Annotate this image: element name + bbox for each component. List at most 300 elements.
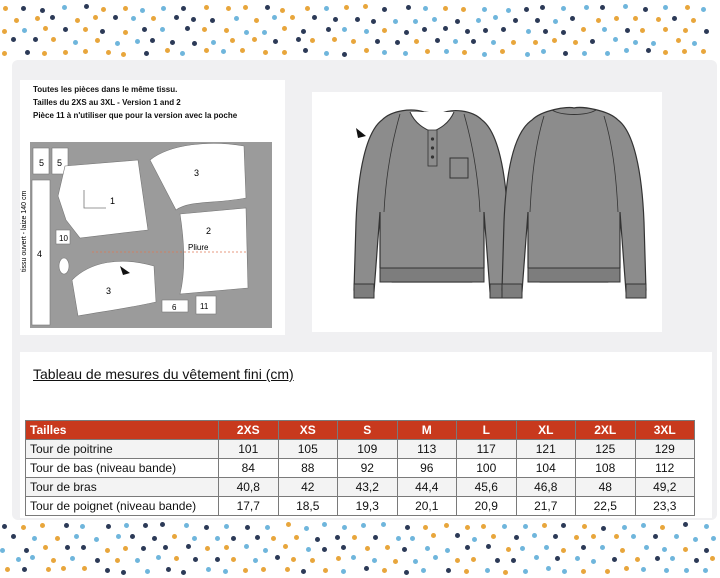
confetti-dot bbox=[215, 557, 220, 562]
confetti-dot bbox=[265, 525, 270, 530]
confetti-dot bbox=[63, 50, 68, 55]
header-cell-size: S bbox=[338, 421, 398, 440]
confetti-dot bbox=[372, 558, 377, 563]
confetti-dot bbox=[453, 39, 458, 44]
confetti-dot bbox=[493, 15, 498, 20]
confetti-dot bbox=[322, 522, 327, 527]
confetti-dot bbox=[542, 523, 547, 528]
confetti-dot bbox=[333, 17, 338, 22]
confetti-dot bbox=[123, 30, 128, 35]
table-cell: 42 bbox=[278, 478, 338, 497]
confetti-dot bbox=[100, 29, 105, 34]
confetti-dot bbox=[561, 523, 566, 528]
table-cell: 22,5 bbox=[576, 497, 636, 516]
table-cell: 40,8 bbox=[219, 478, 279, 497]
table-cell: 84 bbox=[219, 459, 279, 478]
confetti-dot bbox=[221, 49, 226, 54]
confetti-dot bbox=[710, 556, 715, 561]
confetti-dot bbox=[506, 8, 511, 13]
confetti-dot bbox=[244, 30, 249, 35]
confetti-dot bbox=[421, 568, 426, 573]
table-cell: 48 bbox=[576, 478, 636, 497]
confetti-dot bbox=[561, 6, 566, 11]
row-label: Tour de poignet (niveau bande) bbox=[26, 497, 219, 516]
confetti-dot bbox=[591, 534, 596, 539]
confetti-dot bbox=[282, 26, 287, 31]
table-cell: 121 bbox=[516, 440, 576, 459]
confetti-dot bbox=[272, 15, 277, 20]
confetti-dot bbox=[646, 48, 651, 53]
pointer-marker bbox=[356, 128, 366, 138]
confetti-dot bbox=[663, 5, 668, 10]
confetti-dot bbox=[622, 525, 627, 530]
confetti-dot bbox=[404, 570, 409, 575]
confetti-dot bbox=[402, 547, 407, 552]
piece-number-label: 4 bbox=[37, 249, 43, 259]
confetti-dot bbox=[471, 557, 476, 562]
confetti-dot bbox=[324, 6, 329, 11]
confetti-dot bbox=[82, 566, 87, 571]
confetti-dot bbox=[35, 16, 40, 21]
piece-number-label: 6 bbox=[172, 303, 177, 312]
confetti-dot bbox=[61, 566, 66, 571]
confetti-dot bbox=[500, 49, 505, 54]
header-cell-size: L bbox=[457, 421, 517, 440]
confetti-dot bbox=[303, 48, 308, 53]
confetti-dot bbox=[624, 48, 629, 53]
confetti-dot bbox=[573, 40, 578, 45]
table-cell: 19,3 bbox=[338, 497, 398, 516]
confetti-dot bbox=[143, 523, 148, 528]
table-cell: 43,2 bbox=[338, 478, 398, 497]
table-cell: 100 bbox=[457, 459, 517, 478]
confetti-band-top bbox=[0, 0, 720, 60]
confetti-dot bbox=[234, 16, 239, 21]
confetti-dot bbox=[22, 567, 27, 572]
confetti-dot bbox=[704, 29, 709, 34]
confetti-dot bbox=[243, 568, 248, 573]
confetti-dot bbox=[455, 558, 460, 563]
confetti-dot bbox=[631, 534, 636, 539]
table-cell: 20,9 bbox=[457, 497, 517, 516]
confetti-dot bbox=[612, 557, 617, 562]
confetti-dot bbox=[685, 5, 690, 10]
confetti-dot bbox=[283, 544, 288, 549]
confetti-dot bbox=[43, 545, 48, 550]
confetti-dot bbox=[674, 534, 679, 539]
confetti-dot bbox=[33, 37, 38, 42]
piece-number-label: 5 bbox=[57, 158, 63, 168]
confetti-dot bbox=[73, 40, 78, 45]
header-cell-size: XL bbox=[516, 421, 576, 440]
confetti-dot bbox=[262, 30, 267, 35]
confetti-dot bbox=[482, 52, 487, 57]
confetti-dot bbox=[596, 18, 601, 23]
confetti-dot bbox=[623, 4, 628, 9]
confetti-dot bbox=[562, 569, 567, 574]
confetti-dot bbox=[575, 556, 580, 561]
table-cell: 92 bbox=[338, 459, 398, 478]
sweater-flat-sketch bbox=[312, 92, 662, 332]
confetti-dot bbox=[294, 535, 299, 540]
confetti-dot bbox=[563, 51, 568, 56]
confetti-dot bbox=[263, 548, 268, 553]
confetti-dot bbox=[373, 535, 378, 540]
confetti-dot bbox=[351, 39, 356, 44]
table-cell: 45,6 bbox=[457, 478, 517, 497]
confetti-dot bbox=[462, 50, 467, 55]
confetti-dot bbox=[382, 50, 387, 55]
confetti-dot bbox=[514, 535, 519, 540]
confetti-dot bbox=[296, 37, 301, 42]
confetti-dot bbox=[382, 568, 387, 573]
confetti-dot bbox=[22, 28, 27, 33]
confetti-dot bbox=[24, 548, 29, 553]
confetti-dot bbox=[600, 5, 605, 10]
confetti-dot bbox=[625, 28, 630, 33]
confetti-dot bbox=[224, 545, 229, 550]
confetti-dot bbox=[541, 49, 546, 54]
confetti-dot bbox=[335, 535, 340, 540]
confetti-dot bbox=[664, 568, 669, 573]
confetti-dot bbox=[186, 544, 191, 549]
confetti-dot bbox=[382, 7, 387, 12]
confetti-dot bbox=[425, 546, 430, 551]
table-cell: 46,8 bbox=[516, 478, 576, 497]
confetti-dot bbox=[381, 522, 386, 527]
piece-number-label: 3 bbox=[106, 286, 112, 296]
confetti-dot bbox=[614, 16, 619, 21]
confetti-dot bbox=[670, 556, 675, 561]
confetti-dot bbox=[184, 523, 189, 528]
confetti-dot bbox=[336, 556, 341, 561]
confetti-dot bbox=[385, 545, 390, 550]
confetti-dot bbox=[290, 15, 295, 20]
confetti-dot bbox=[83, 27, 88, 32]
confetti-dot bbox=[204, 5, 209, 10]
confetti-dot bbox=[152, 536, 157, 541]
confetti-dot bbox=[683, 28, 688, 33]
confetti-dot bbox=[0, 548, 5, 553]
confetti-dot bbox=[481, 524, 486, 529]
confetti-dot bbox=[341, 545, 346, 550]
confetti-dot bbox=[301, 569, 306, 574]
confetti-dot bbox=[535, 18, 540, 23]
confetti-band-bottom bbox=[0, 518, 720, 578]
confetti-dot bbox=[3, 6, 8, 11]
confetti-dot bbox=[215, 536, 220, 541]
instruction-line: Tailles du 2XS au 3XL - Version 1 and 2 bbox=[33, 98, 181, 107]
sweater-back bbox=[502, 108, 646, 299]
confetti-dot bbox=[523, 524, 528, 529]
confetti-dot bbox=[544, 545, 549, 550]
confetti-dot bbox=[546, 566, 551, 571]
fabric-width-label: tissu ouvert - laize 140 cm bbox=[21, 190, 28, 272]
confetti-dot bbox=[701, 49, 706, 54]
confetti-dot bbox=[601, 526, 606, 531]
confetti-dot bbox=[121, 570, 126, 575]
confetti-dot bbox=[651, 41, 656, 46]
header-cell-size: M bbox=[397, 421, 457, 440]
piece-number-label: 1 bbox=[110, 196, 116, 206]
confetti-dot bbox=[633, 40, 638, 45]
confetti-dot bbox=[613, 37, 618, 42]
confetti-dot bbox=[641, 567, 646, 572]
confetti-dot bbox=[655, 556, 660, 561]
confetti-dot bbox=[662, 547, 667, 552]
confetti-dot bbox=[574, 535, 579, 540]
piece-number-label: 5 bbox=[39, 158, 45, 168]
confetti-dot bbox=[243, 5, 248, 10]
confetti-dot bbox=[683, 522, 688, 527]
confetti-dot bbox=[644, 545, 649, 550]
header-cell-size: XS bbox=[278, 421, 338, 440]
confetti-dot bbox=[465, 29, 470, 34]
confetti-dot bbox=[691, 18, 696, 23]
confetti-dot bbox=[174, 556, 179, 561]
confetti-dot bbox=[32, 536, 37, 541]
confetti-dot bbox=[342, 52, 347, 57]
confetti-dot bbox=[205, 546, 210, 551]
confetti-dot bbox=[555, 556, 560, 561]
confetti-dot bbox=[223, 569, 228, 574]
confetti-dot bbox=[226, 6, 231, 11]
confetti-dot bbox=[42, 51, 47, 56]
table-row bbox=[26, 459, 695, 478]
table-row bbox=[26, 497, 695, 516]
confetti-dot bbox=[465, 525, 470, 530]
table-row bbox=[26, 440, 695, 459]
confetti-dot bbox=[324, 51, 329, 56]
confetti-dot bbox=[140, 8, 145, 13]
confetti-dot bbox=[495, 558, 500, 563]
piece-number-label: 2 bbox=[206, 226, 212, 236]
confetti-dot bbox=[683, 547, 688, 552]
confetti-dot bbox=[2, 51, 7, 56]
confetti-dot bbox=[464, 569, 469, 574]
confetti-dot bbox=[93, 15, 98, 20]
confetti-dot bbox=[130, 534, 135, 539]
confetti-dot bbox=[255, 535, 260, 540]
confetti-dot bbox=[352, 535, 357, 540]
confetti-dot bbox=[582, 51, 587, 56]
row-label: Tour de bras bbox=[26, 478, 219, 497]
confetti-dot bbox=[660, 525, 665, 530]
confetti-dot bbox=[503, 570, 508, 575]
confetti-dot bbox=[206, 567, 211, 572]
confetti-dot bbox=[55, 536, 60, 541]
confetti-dot bbox=[326, 27, 331, 32]
piece-number-label: 3 bbox=[194, 168, 200, 178]
confetti-dot bbox=[124, 523, 129, 528]
confetti-dot bbox=[532, 533, 537, 538]
confetti-dot bbox=[301, 29, 306, 34]
confetti-dot bbox=[43, 26, 48, 31]
confetti-dot bbox=[11, 534, 16, 539]
confetti-dot bbox=[476, 18, 481, 23]
confetti-dot bbox=[393, 559, 398, 564]
confetti-dot bbox=[591, 559, 596, 564]
confetti-dot bbox=[163, 545, 168, 550]
confetti-dot bbox=[21, 525, 26, 530]
confetti-dot bbox=[161, 6, 166, 11]
confetti-dot bbox=[465, 545, 470, 550]
confetti-dot bbox=[663, 27, 668, 32]
confetti-dot bbox=[315, 537, 320, 542]
confetti-dot bbox=[40, 523, 45, 528]
confetti-dot bbox=[322, 547, 327, 552]
confetti-dot bbox=[641, 523, 646, 528]
confetti-dot bbox=[64, 523, 69, 528]
confetti-dot bbox=[105, 548, 110, 553]
confetti-dot bbox=[204, 525, 209, 530]
confetti-dot bbox=[472, 537, 477, 542]
confetti-dot bbox=[135, 558, 140, 563]
confetti-dot bbox=[423, 525, 428, 530]
confetti-dot bbox=[63, 27, 68, 32]
confetti-dot bbox=[605, 569, 610, 574]
confetti-dot bbox=[410, 536, 415, 541]
confetti-dot bbox=[405, 525, 410, 530]
confetti-dot bbox=[364, 48, 369, 53]
confetti-dot bbox=[83, 49, 88, 54]
confetti-dot bbox=[193, 557, 198, 562]
confetti-dot bbox=[192, 536, 197, 541]
confetti-dot bbox=[633, 16, 638, 21]
confetti-dot bbox=[141, 546, 146, 551]
confetti-dot bbox=[361, 523, 366, 528]
header-cell-sizes: Tailles bbox=[26, 421, 219, 440]
confetti-dot bbox=[425, 49, 430, 54]
confetti-dot bbox=[305, 6, 310, 11]
confetti-dot bbox=[240, 48, 245, 53]
confetti-dot bbox=[364, 566, 369, 571]
table-row bbox=[26, 478, 695, 497]
confetti-dot bbox=[115, 558, 120, 563]
confetti-dot bbox=[501, 27, 506, 32]
confetti-dot bbox=[365, 546, 370, 551]
confetti-dot bbox=[711, 536, 716, 541]
table-cell: 18,5 bbox=[278, 497, 338, 516]
confetti-dot bbox=[231, 536, 236, 541]
confetti-dot bbox=[620, 548, 625, 553]
confetti-dot bbox=[254, 18, 259, 23]
confetti-dot bbox=[684, 568, 689, 573]
confetti-dot bbox=[106, 50, 111, 55]
confetti-dot bbox=[533, 40, 538, 45]
confetti-dot bbox=[231, 557, 236, 562]
table-cell: 20,1 bbox=[397, 497, 457, 516]
confetti-dot bbox=[455, 533, 460, 538]
table-cell: 21,7 bbox=[516, 497, 576, 516]
confetti-dot bbox=[403, 51, 408, 56]
confetti-dot bbox=[5, 567, 10, 572]
confetti-dot bbox=[704, 524, 709, 529]
confetti-dot bbox=[224, 28, 229, 33]
confetti-dot bbox=[523, 569, 528, 574]
garment-illustration-card bbox=[312, 92, 662, 332]
confetti-dot bbox=[211, 40, 216, 45]
confetti-dot bbox=[341, 569, 346, 574]
confetti-dot bbox=[51, 37, 56, 42]
confetti-dot bbox=[582, 524, 587, 529]
confetti-dot bbox=[520, 546, 525, 551]
piece-9-shape bbox=[59, 258, 69, 274]
confetti-dot bbox=[131, 16, 136, 21]
confetti-dot bbox=[135, 39, 140, 44]
confetti-dot bbox=[525, 52, 530, 57]
confetti-dot bbox=[581, 545, 586, 550]
instruction-line: Toutes les pièces dans le même tissu. bbox=[33, 85, 178, 94]
confetti-dot bbox=[94, 537, 99, 542]
confetti-dot bbox=[253, 558, 258, 563]
confetti-dot bbox=[502, 524, 507, 529]
confetti-dot bbox=[75, 18, 80, 23]
confetti-dot bbox=[375, 39, 380, 44]
confetti-dot bbox=[165, 48, 170, 53]
confetti-dot bbox=[245, 525, 250, 530]
table-cell: 125 bbox=[576, 440, 636, 459]
confetti-dot bbox=[553, 19, 558, 24]
confetti-dot bbox=[653, 534, 658, 539]
confetti-dot bbox=[116, 534, 121, 539]
confetti-dot bbox=[590, 39, 595, 44]
confetti-dot bbox=[581, 569, 586, 574]
confetti-dot bbox=[150, 38, 155, 43]
confetti-dot bbox=[444, 523, 449, 528]
confetti-dot bbox=[156, 555, 161, 560]
confetti-dot bbox=[395, 40, 400, 45]
confetti-dot bbox=[526, 29, 531, 34]
confetti-dot bbox=[506, 547, 511, 552]
confetti-dot bbox=[433, 555, 438, 560]
confetti-dot bbox=[310, 38, 315, 43]
confetti-dot bbox=[513, 18, 518, 23]
table-title: Tableau de mesures du vêtement fini (cm) bbox=[33, 366, 294, 382]
confetti-dot bbox=[306, 547, 311, 552]
header-cell-size: 2XS bbox=[219, 421, 279, 440]
confetti-dot bbox=[413, 19, 418, 24]
confetti-dot bbox=[561, 548, 566, 553]
table-cell: 104 bbox=[516, 459, 576, 478]
confetti-dot bbox=[432, 17, 437, 22]
confetti-dot bbox=[364, 29, 369, 34]
confetti-dot bbox=[81, 545, 86, 550]
confetti-dot bbox=[491, 40, 496, 45]
confetti-dot bbox=[11, 37, 16, 42]
confetti-dot bbox=[511, 40, 516, 45]
confetti-dot bbox=[101, 7, 106, 12]
confetti-dot bbox=[693, 537, 698, 542]
confetti-dot bbox=[84, 4, 89, 9]
cutting-instructions bbox=[33, 83, 237, 122]
confetti-dot bbox=[105, 568, 110, 573]
confetti-dot bbox=[406, 5, 411, 10]
confetti-dot bbox=[191, 17, 196, 22]
confetti-dot bbox=[511, 558, 516, 563]
confetti-dot bbox=[174, 15, 179, 20]
piece-number-label: 11 bbox=[200, 302, 209, 311]
confetti-dot bbox=[181, 570, 186, 575]
confetti-dot bbox=[192, 41, 197, 46]
row-label: Tour de poitrine bbox=[26, 440, 219, 459]
confetti-dot bbox=[614, 534, 619, 539]
confetti-dot bbox=[323, 568, 328, 573]
table-cell: 88 bbox=[278, 459, 338, 478]
confetti-dot bbox=[534, 555, 539, 560]
confetti-dot bbox=[552, 38, 557, 43]
confetti-dot bbox=[486, 544, 491, 549]
